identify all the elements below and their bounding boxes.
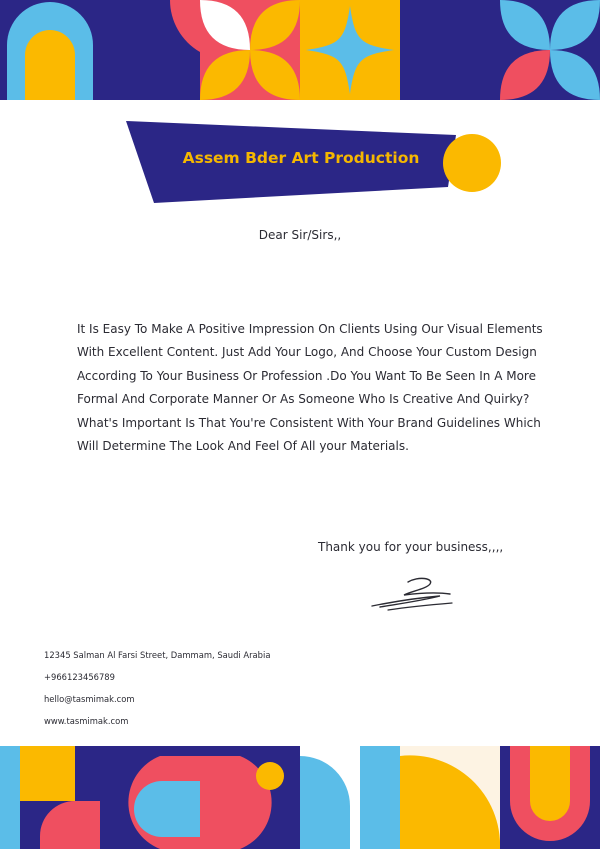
address-text: 12345 Salman Al Farsi Street, Dammam, Saudi Arabia xyxy=(44,650,271,660)
letter-body: It Is Easy To Make A Positive Impression On Clients Using Our Visual Elements With Excellent Content. Just Add Your Logo, And Choose Your Custom Design According To Your Business Or Profession .Do You Want To Be Seen In A More Formal And Corporate Manner Or As Someone Who Is Creative And Quirky? What's Important Is That You're Consistent With Your Brand Guidelines Which Will Determine The Look And Feel Of All your Materials. xyxy=(77,322,543,454)
signature-scribble xyxy=(368,574,458,614)
bottom-decorative-band xyxy=(0,746,600,849)
website-text: www.tasmimak.com xyxy=(44,716,129,726)
contact-info xyxy=(44,645,270,733)
title-banner xyxy=(126,121,506,207)
top-pattern-graphic xyxy=(0,0,600,100)
salutation: Dear Sir/Sirs,, xyxy=(258,228,342,242)
top-decorative-band xyxy=(0,0,600,100)
phone-text: +966123456789 xyxy=(44,672,115,682)
company-name: Assem Bder Art Production xyxy=(182,149,420,167)
bottom-pattern-graphic xyxy=(0,746,600,849)
signature-image xyxy=(368,574,458,618)
closing-line: Thank you for your business,,,, xyxy=(318,540,504,554)
email-text: hello@tasmimak.com xyxy=(44,694,135,704)
